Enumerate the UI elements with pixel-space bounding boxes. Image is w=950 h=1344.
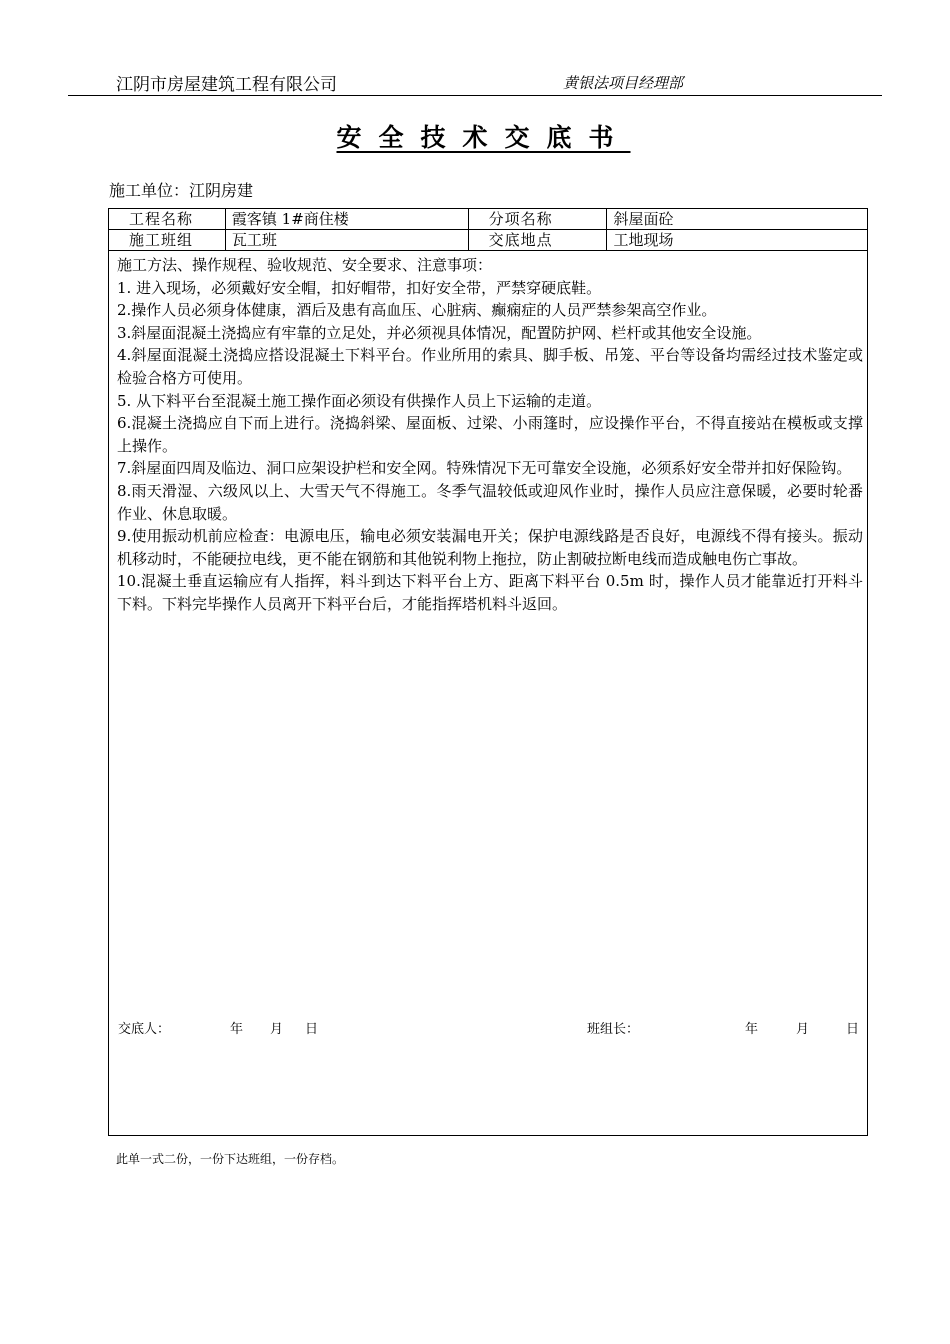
content-item: 6.混凝土浇捣应自下而上进行。浇捣斜梁、屋面板、过梁、小雨篷时，应设操作平台，不得直接站在模板或支撑上操作。 — [117, 414, 863, 455]
project-name-value: 霞客镇 1#商住楼 — [225, 209, 468, 230]
department-name: 黄银法项目经理部 — [563, 74, 684, 92]
leader-year: 年 — [745, 1022, 759, 1037]
discloser-year: 年 — [230, 1022, 244, 1037]
project-name-label: 工程名称 — [109, 209, 226, 230]
content-item: 9.使用振动机前应检查：电源电压，输电必须安装漏电开关；保护电源线路是否良好，电源线不得有接头。振动机移动时，不能硬拉电线，更不能在钢筋和其他锐利物上拖拉，防止割破拉断电线而造成触电伤亡事故。 — [117, 527, 863, 568]
team-leader-label: 班组长： — [587, 1022, 640, 1037]
location-label: 交底地点 — [468, 230, 607, 251]
leader-day: 日 — [846, 1022, 860, 1037]
header-rule — [68, 95, 882, 96]
content-item: 4.斜屋面混凝土浇捣应搭设混凝土下料平台。作业所用的索具、脚手板、吊笼、平台等设备均需经过技术鉴定或检验合格方可使用。 — [117, 346, 863, 387]
content-heading: 施工方法、操作规程、验收规范、安全要求、注意事项： — [117, 256, 493, 274]
content-item: 10.混凝土垂直运输应有人指挥，料斗到达下料平台上方、距离下料平台 0.5m 时，操作人员才能靠近打开料斗下料。下料完毕操作人员离开下料平台后，才能指挥塔机料斗返回。 — [117, 572, 863, 613]
content-body — [117, 254, 863, 616]
content-item: 3.斜屋面混凝土浇捣应有牢靠的立足处，并必须视具体情况，配置防护网、栏杆或其他安全设施。 — [117, 323, 762, 342]
info-table — [108, 208, 868, 251]
content-item: 8.雨天滑湿、六级风以上、大雪天气不得施工。冬季气温较低或迎风作业时，操作人员应注意保暖，必要时轮番作业、休息取暖。 — [117, 481, 863, 523]
team-value: 瓦工班 — [225, 230, 468, 251]
subitem-value: 斜屋面砼 — [607, 209, 868, 230]
info-row — [109, 209, 868, 230]
discloser-month: 月 — [270, 1022, 284, 1037]
footer-note: 此单一式二份，一份下达班组，一份存档。 — [116, 1152, 345, 1166]
company-name: 江阴市房屋建筑工程有限公司 — [116, 75, 337, 95]
info-row — [109, 230, 868, 251]
construction-unit: 施工单位：江阴房建 — [109, 181, 254, 200]
location-value: 工地现场 — [607, 230, 868, 251]
content-item: 2.操作人员必须身体健康，酒后及患有高血压、心脏病、癫痫症的人员严禁参架高空作业。 — [117, 301, 717, 320]
content-item: 1. 进入现场，必须戴好安全帽，扣好帽带，扣好安全带，严禁穿硬底鞋。 — [117, 278, 602, 297]
content-item: 5. 从下料平台至混凝土施工操作面必须设有供操作人员上下运输的走道。 — [117, 391, 602, 410]
discloser-label: 交底人： — [118, 1022, 171, 1037]
discloser-day: 日 — [305, 1022, 319, 1037]
content-item: 7.斜屋面四周及临边、洞口应架设护栏和安全网。特殊情况下无可靠安全设施，必须系好安全带并扣好保险钩。 — [117, 459, 852, 478]
team-label: 施工班组 — [109, 230, 226, 251]
subitem-label: 分项名称 — [468, 209, 607, 230]
document-title-text: 安全技术交底书 — [336, 123, 631, 152]
document-title — [0, 118, 950, 154]
leader-month: 月 — [796, 1022, 810, 1037]
